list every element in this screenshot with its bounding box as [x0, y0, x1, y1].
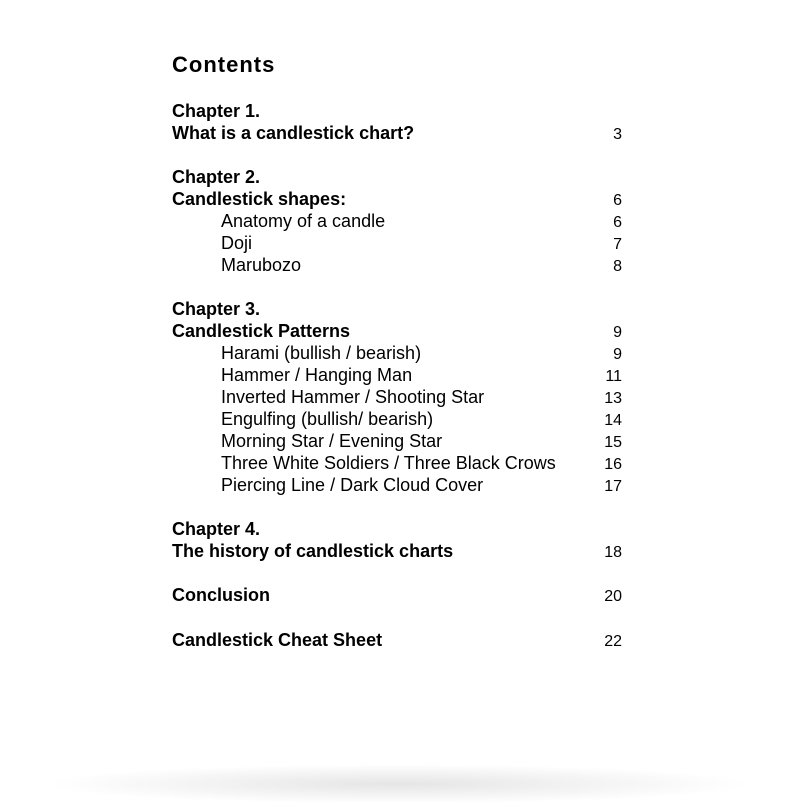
toc-group-chapter-2 — [172, 166, 632, 276]
toc-subentry-title: Three White Soldiers / Three Black Crows — [221, 453, 556, 473]
toc-entry-page: 9 — [613, 324, 622, 341]
toc-subentry-page: 14 — [604, 412, 622, 429]
toc-subentry-page: 8 — [613, 258, 622, 275]
toc-entry[interactable] — [172, 629, 632, 651]
chapter-heading-text: Chapter 4. — [172, 519, 261, 539]
toc-subentry[interactable] — [172, 210, 632, 232]
toc-subentry[interactable] — [172, 452, 632, 474]
toc-entry-page: 6 — [613, 192, 622, 209]
toc-entry-title: Conclusion — [172, 585, 270, 605]
toc-subentry[interactable] — [172, 430, 632, 452]
toc-subentry-title: Inverted Hammer / Shooting Star — [221, 387, 485, 407]
toc-entry-title: Candlestick Patterns — [172, 321, 351, 341]
toc-entry[interactable] — [172, 540, 632, 562]
chapter-heading-text: Chapter 1. — [172, 101, 261, 121]
toc-entry-page: 3 — [613, 126, 622, 143]
chapter-heading-text: Chapter 2. — [172, 167, 261, 187]
toc-subentry-page: 17 — [604, 478, 622, 495]
toc-subentry-title: Hammer / Hanging Man — [221, 365, 413, 385]
toc-subentry-page: 6 — [613, 214, 622, 231]
toc-subentry-title: Anatomy of a candle — [221, 211, 386, 231]
toc-entry-page: 22 — [604, 633, 622, 650]
toc-subentry-page: 7 — [613, 236, 622, 253]
toc-subentry[interactable] — [172, 408, 632, 430]
toc-subentry-page: 13 — [604, 390, 622, 407]
toc-group-conclusion — [172, 584, 632, 606]
toc-subentry[interactable] — [172, 364, 632, 386]
toc-subentry[interactable] — [172, 232, 632, 254]
toc-entry-title: What is a candlestick chart? — [172, 123, 415, 143]
toc-subentry-page: 11 — [605, 368, 622, 385]
chapter-heading — [172, 518, 632, 540]
toc-subentry-title: Doji — [221, 233, 253, 253]
toc-subentry-page: 9 — [613, 346, 622, 363]
toc-subentry[interactable] — [172, 254, 632, 276]
toc-group-chapter-4 — [172, 518, 632, 562]
toc-subentry-title: Engulfing (bullish/ bearish) — [221, 409, 434, 429]
toc-subentry[interactable] — [172, 386, 632, 408]
toc-group-cheat-sheet — [172, 629, 632, 651]
page-bottom-shadow — [40, 764, 754, 804]
toc-entry-page: 20 — [604, 588, 622, 605]
toc-subentry-title: Marubozo — [221, 255, 302, 275]
toc-subentry-page: 16 — [604, 456, 622, 473]
toc-entry[interactable] — [172, 584, 632, 606]
toc-subentry-title: Harami (bullish / bearish) — [221, 343, 422, 363]
toc-subentry[interactable] — [172, 474, 632, 496]
toc-subentry-title: Morning Star / Evening Star — [221, 431, 443, 451]
toc-subentry-title: Piercing Line / Dark Cloud Cover — [221, 475, 484, 495]
toc-entry-title: Candlestick shapes: — [172, 189, 347, 209]
toc-entry[interactable] — [172, 122, 632, 144]
toc-entry[interactable] — [172, 188, 632, 210]
chapter-heading — [172, 298, 632, 320]
toc-subentry-page: 15 — [604, 434, 622, 451]
chapter-heading-text: Chapter 3. — [172, 299, 261, 319]
toc-entry-title: The history of candlestick charts — [172, 541, 454, 561]
chapter-heading — [172, 166, 632, 188]
toc-subentry[interactable] — [172, 342, 632, 364]
table-of-contents — [172, 50, 632, 674]
toc-entry-page: 18 — [604, 544, 622, 561]
page-title: Contents — [172, 52, 276, 77]
toc-entry[interactable] — [172, 320, 632, 342]
toc-group-chapter-1 — [172, 100, 632, 144]
toc-entry-title: Candlestick Cheat Sheet — [172, 630, 383, 650]
chapter-heading — [172, 100, 632, 122]
toc-group-chapter-3 — [172, 298, 632, 496]
